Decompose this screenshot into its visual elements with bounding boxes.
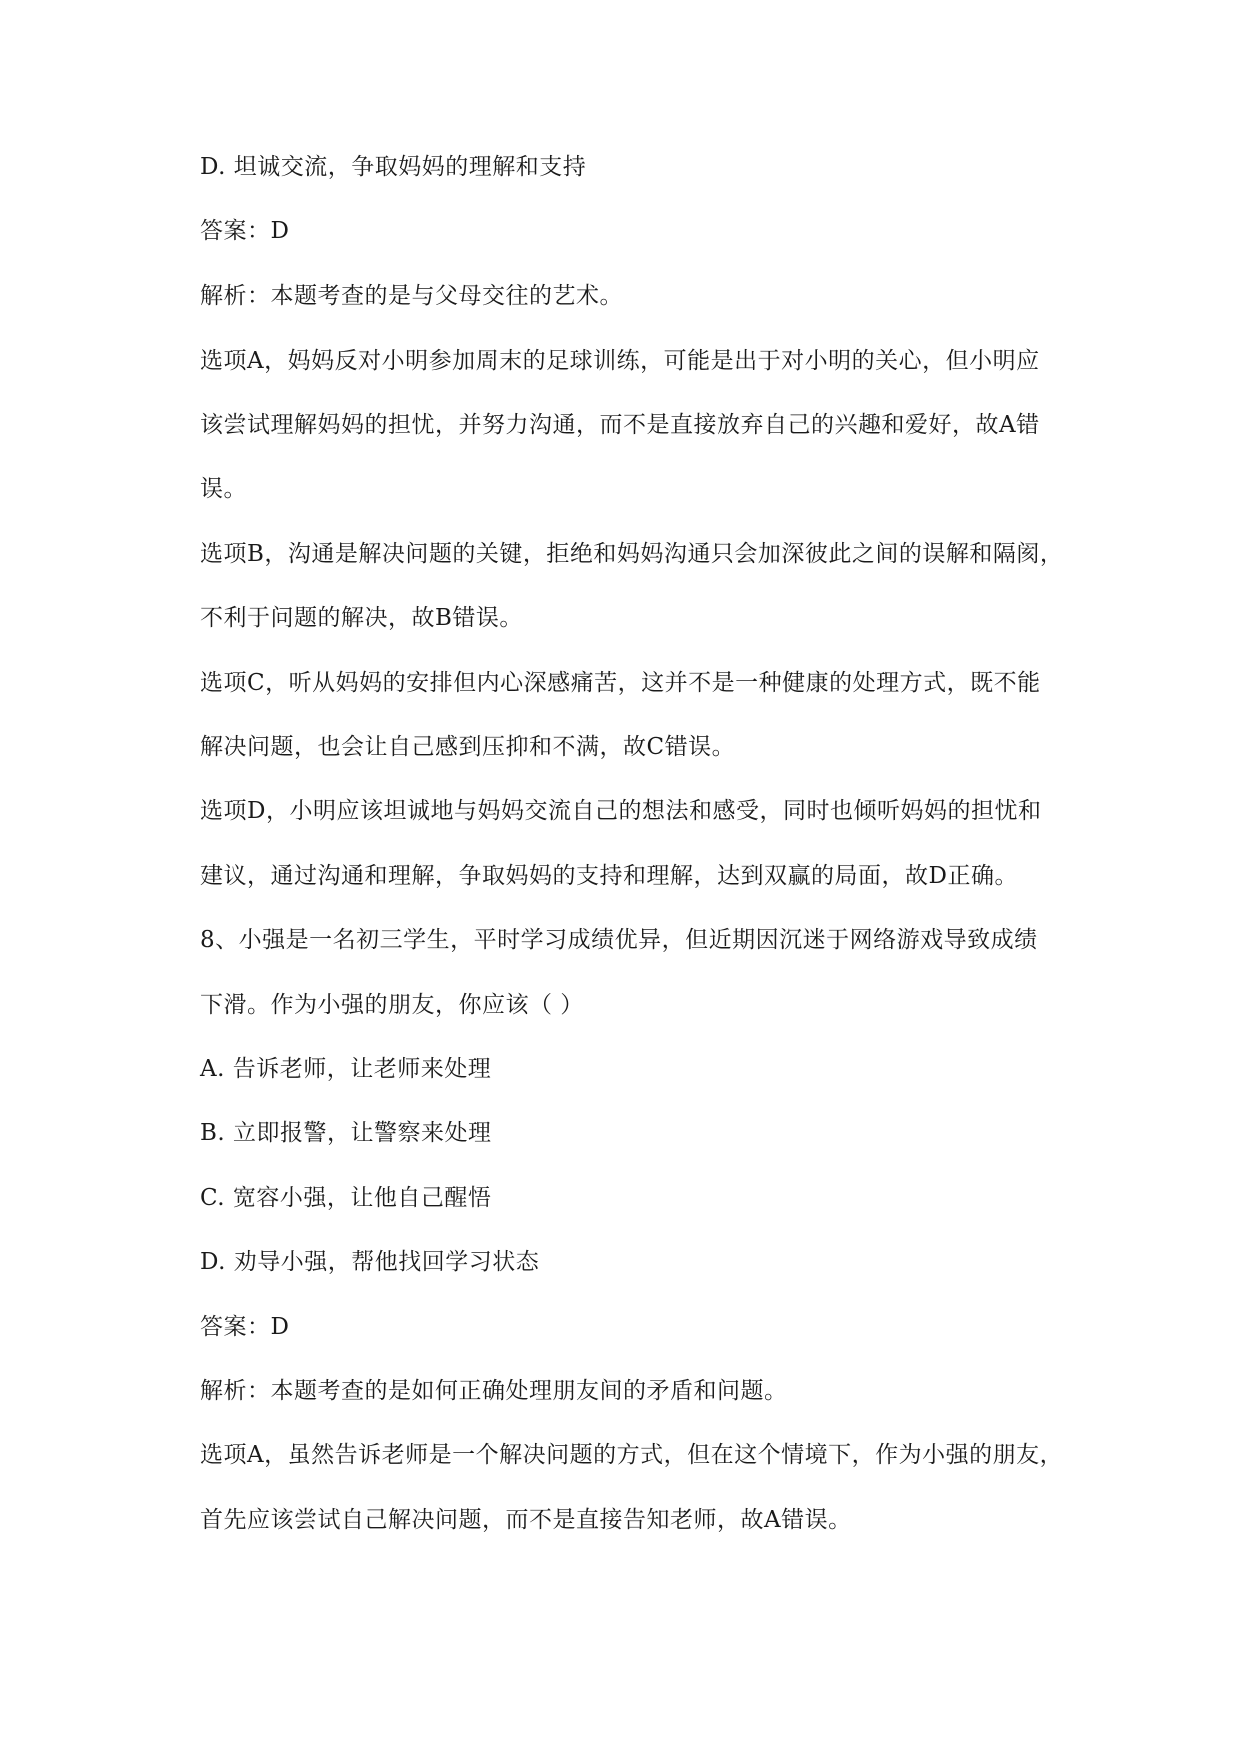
explanation-a-line-3: 误。 <box>200 476 247 502</box>
explanation-c-line-1: 选项C，听从妈妈的安排但内心深感痛苦，这并不是一种健康的处理方式，既不能 <box>200 670 1041 696</box>
q8-explanation-a-line-1: 选项A，虽然告诉老师是一个解决问题的方式，但在这个情境下，作为小强的朋友， <box>200 1442 1064 1468</box>
explanation-b-line-2: 不利于问题的解决，故B错误。 <box>200 605 523 631</box>
q8-option-d: D. 劝导小强，帮他找回学习状态 <box>200 1249 540 1275</box>
explanation-c-line-2: 解决问题，也会让自己感到压抑和不满，故C错误。 <box>200 734 736 760</box>
q8-answer-line: 答案：D <box>200 1314 290 1340</box>
explanation-d-line-2: 建议，通过沟通和理解，争取妈妈的支持和理解，达到双赢的局面，故D正确。 <box>200 863 1018 889</box>
option-d-line: D. 坦诚交流，争取妈妈的理解和支持 <box>200 154 587 180</box>
explanation-b-line-1: 选项B，沟通是解决问题的关键，拒绝和妈妈沟通只会加深彼此之间的误解和隔阂， <box>200 541 1064 567</box>
explanation-a-line-2: 该尝试理解妈妈的担忧，并努力沟通，而不是直接放弃自己的兴趣和爱好，故A错 <box>200 412 1040 438</box>
explanation-d-line-1: 选项D，小明应该坦诚地与妈妈交流自己的想法和感受，同时也倾听妈妈的担忧和 <box>200 798 1042 824</box>
q8-option-a: A. 告诉老师，让老师来处理 <box>200 1056 492 1082</box>
explanation-a-line-1: 选项A，妈妈反对小明参加周末的足球训练，可能是出于对小明的关心，但小明应 <box>200 348 1040 374</box>
q8-option-b: B. 立即报警，让警察来处理 <box>200 1120 492 1146</box>
analysis-line: 解析：本题考查的是与父母交往的艺术。 <box>200 283 623 309</box>
question-8-line-1: 8、小强是一名初三学生，平时学习成绩优异，但近期因沉迷于网络游戏导致成绩 <box>200 927 1038 953</box>
q8-analysis-line: 解析：本题考查的是如何正确处理朋友间的矛盾和问题。 <box>200 1378 788 1404</box>
q8-option-c: C. 宽容小强，让他自己醒悟 <box>200 1185 492 1211</box>
question-8-line-2: 下滑。作为小强的朋友，你应该（ ） <box>200 992 584 1018</box>
answer-line: 答案：D <box>200 218 290 244</box>
q8-explanation-a-line-2: 首先应该尝试自己解决问题，而不是直接告知老师，故A错误。 <box>200 1507 852 1533</box>
